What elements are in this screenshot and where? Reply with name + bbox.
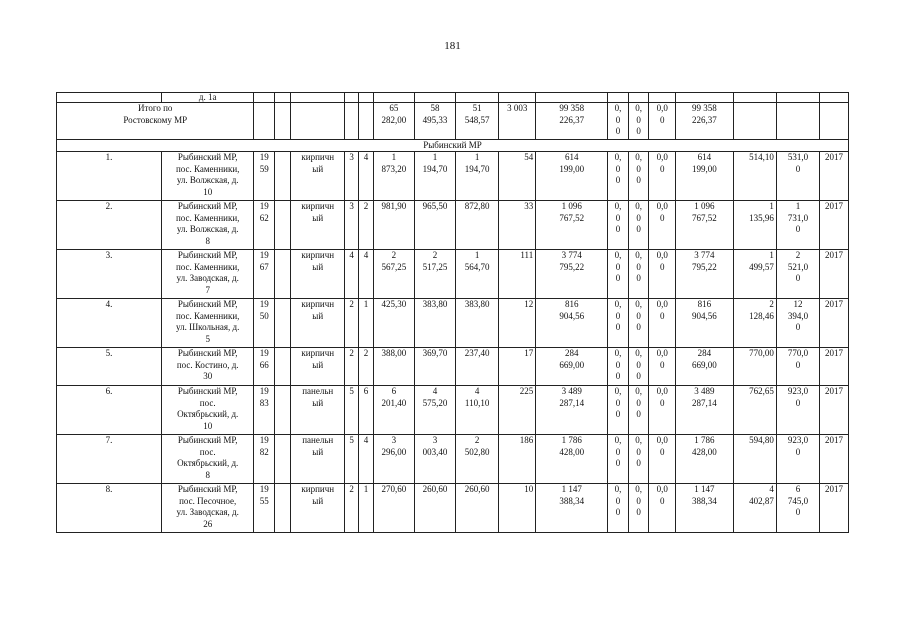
total-area: 65 282,00 bbox=[373, 103, 414, 140]
max-unit-cost: 2 521,0 0 bbox=[776, 250, 819, 299]
cost-total: 1 147 388,34 bbox=[536, 484, 608, 533]
max-unit-cost: 770,0 0 bbox=[776, 348, 819, 386]
floors: 2 bbox=[344, 348, 358, 386]
fund-a: 0, 0 0 bbox=[608, 299, 629, 348]
address: Рыбинский МР, пос. Октябрьский, д. 8 bbox=[161, 435, 254, 484]
build-year: 19 59 bbox=[254, 152, 275, 201]
total-area: 3 296,00 bbox=[373, 435, 414, 484]
total-cost-budget: 99 358 226,37 bbox=[676, 103, 734, 140]
fund-b: 0, 0 0 bbox=[628, 250, 649, 299]
build-year: 19 50 bbox=[254, 299, 275, 348]
total-c2: 0, 0 0 bbox=[628, 103, 649, 140]
total-area: 2 567,25 bbox=[373, 250, 414, 299]
area-living: 260,60 bbox=[456, 484, 499, 533]
fund-c: 0,0 0 bbox=[649, 250, 676, 299]
table-row bbox=[57, 484, 849, 533]
cost-budget: 816 904,56 bbox=[676, 299, 734, 348]
entrances: 2 bbox=[359, 348, 373, 386]
cost-total: 284 669,00 bbox=[536, 348, 608, 386]
cost-budget: 614 199,00 bbox=[676, 152, 734, 201]
cost-budget: 1 096 767,52 bbox=[676, 201, 734, 250]
fund-b: 0, 0 0 bbox=[628, 201, 649, 250]
unit-cost: 762,65 bbox=[733, 386, 776, 435]
total-residents: 3 003 bbox=[499, 103, 536, 140]
row-number: 8. bbox=[57, 484, 162, 533]
fund-a: 0, 0 0 bbox=[608, 484, 629, 533]
total-c1: 0, 0 0 bbox=[608, 103, 629, 140]
wall-material: кирпичн ый bbox=[291, 484, 344, 533]
page-number: 181 bbox=[444, 40, 461, 52]
build-year: 19 55 bbox=[254, 484, 275, 533]
entrances: 4 bbox=[359, 250, 373, 299]
entrances: 1 bbox=[359, 299, 373, 348]
cost-total: 614 199,00 bbox=[536, 152, 608, 201]
wall-material: кирпичн ый bbox=[291, 299, 344, 348]
table-row bbox=[57, 201, 849, 250]
area-premises: 2 517,25 bbox=[414, 250, 455, 299]
fund-c: 0,0 0 bbox=[649, 484, 676, 533]
cost-total: 816 904,56 bbox=[536, 299, 608, 348]
area-living: 1 564,70 bbox=[456, 250, 499, 299]
plan-year: 2017 bbox=[820, 386, 849, 435]
address: Рыбинский МР, пос. Октябрьский, д. 10 bbox=[161, 386, 254, 435]
unit-cost: 2 128,46 bbox=[733, 299, 776, 348]
continued-row bbox=[57, 93, 849, 103]
section-title: Рыбинский МР bbox=[57, 140, 849, 152]
row-number: 4. bbox=[57, 299, 162, 348]
plan-year: 2017 bbox=[820, 152, 849, 201]
total-label: Итого по Ростовскому МР bbox=[57, 103, 254, 140]
floors: 2 bbox=[344, 484, 358, 533]
floors: 5 bbox=[344, 386, 358, 435]
blank-cell bbox=[275, 386, 291, 435]
area-premises: 965,50 bbox=[414, 201, 455, 250]
entrances: 4 bbox=[359, 152, 373, 201]
max-unit-cost: 12 394,0 0 bbox=[776, 299, 819, 348]
fund-a: 0, 0 0 bbox=[608, 386, 629, 435]
wall-material: кирпичн ый bbox=[291, 152, 344, 201]
build-year: 19 82 bbox=[254, 435, 275, 484]
row-number: 5. bbox=[57, 348, 162, 386]
area-premises: 4 575,20 bbox=[414, 386, 455, 435]
cost-total: 1 786 428,00 bbox=[536, 435, 608, 484]
fund-c: 0,0 0 bbox=[649, 435, 676, 484]
build-year: 19 62 bbox=[254, 201, 275, 250]
area-premises: 1 194,70 bbox=[414, 152, 455, 201]
area-living: 4 110,10 bbox=[456, 386, 499, 435]
residents: 225 bbox=[499, 386, 536, 435]
residents: 10 bbox=[499, 484, 536, 533]
address: Рыбинский МР, пос. Каменники, ул. Заводская, д. 7 bbox=[161, 250, 254, 299]
area-living: 1 194,70 bbox=[456, 152, 499, 201]
blank-cell bbox=[275, 484, 291, 533]
fund-b: 0, 0 0 bbox=[628, 484, 649, 533]
floors: 4 bbox=[344, 250, 358, 299]
table-row bbox=[57, 152, 849, 201]
cost-total: 3 774 795,22 bbox=[536, 250, 608, 299]
total-row bbox=[57, 103, 849, 140]
total-area-premises: 58 495,33 bbox=[414, 103, 455, 140]
cost-total: 1 096 767,52 bbox=[536, 201, 608, 250]
area-premises: 369,70 bbox=[414, 348, 455, 386]
unit-cost: 594,80 bbox=[733, 435, 776, 484]
fund-a: 0, 0 0 bbox=[608, 348, 629, 386]
fund-c: 0,0 0 bbox=[649, 201, 676, 250]
address: Рыбинский МР, пос. Каменники, ул. Волжская, д. 8 bbox=[161, 201, 254, 250]
entrances: 6 bbox=[359, 386, 373, 435]
wall-material: кирпичн ый bbox=[291, 348, 344, 386]
address-fragment: д. 1а bbox=[161, 93, 254, 103]
row-number: 6. bbox=[57, 386, 162, 435]
area-premises: 3 003,40 bbox=[414, 435, 455, 484]
area-premises: 383,80 bbox=[414, 299, 455, 348]
blank-cell bbox=[275, 299, 291, 348]
fund-c: 0,0 0 bbox=[649, 299, 676, 348]
fund-b: 0, 0 0 bbox=[628, 299, 649, 348]
plan-year: 2017 bbox=[820, 435, 849, 484]
cost-budget: 1 786 428,00 bbox=[676, 435, 734, 484]
unit-cost: 514,10 bbox=[733, 152, 776, 201]
fund-a: 0, 0 0 bbox=[608, 435, 629, 484]
section-header-row bbox=[57, 140, 849, 152]
residents: 186 bbox=[499, 435, 536, 484]
entrances: 2 bbox=[359, 201, 373, 250]
table-row bbox=[57, 386, 849, 435]
fund-c: 0,0 0 bbox=[649, 152, 676, 201]
wall-material: кирпичн ый bbox=[291, 201, 344, 250]
plan-year: 2017 bbox=[820, 484, 849, 533]
entrances: 1 bbox=[359, 484, 373, 533]
total-cost: 99 358 226,37 bbox=[536, 103, 608, 140]
cost-budget: 1 147 388,34 bbox=[676, 484, 734, 533]
row-number: 2. bbox=[57, 201, 162, 250]
fund-b: 0, 0 0 bbox=[628, 348, 649, 386]
area-living: 237,40 bbox=[456, 348, 499, 386]
floors: 5 bbox=[344, 435, 358, 484]
entrances: 4 bbox=[359, 435, 373, 484]
max-unit-cost: 923,0 0 bbox=[776, 386, 819, 435]
wall-material: панельн ый bbox=[291, 386, 344, 435]
max-unit-cost: 1 731,0 0 bbox=[776, 201, 819, 250]
total-area: 981,90 bbox=[373, 201, 414, 250]
unit-cost: 1 135,96 bbox=[733, 201, 776, 250]
area-living: 383,80 bbox=[456, 299, 499, 348]
plan-year: 2017 bbox=[820, 299, 849, 348]
residents: 54 bbox=[499, 152, 536, 201]
fund-c: 0,0 0 bbox=[649, 386, 676, 435]
table-row bbox=[57, 299, 849, 348]
max-unit-cost: 531,0 0 bbox=[776, 152, 819, 201]
plan-year: 2017 bbox=[820, 250, 849, 299]
residents: 17 bbox=[499, 348, 536, 386]
fund-a: 0, 0 0 bbox=[608, 250, 629, 299]
table-row bbox=[57, 348, 849, 386]
total-area: 270,60 bbox=[373, 484, 414, 533]
area-premises: 260,60 bbox=[414, 484, 455, 533]
total-area-living: 51 548,57 bbox=[456, 103, 499, 140]
residents: 111 bbox=[499, 250, 536, 299]
max-unit-cost: 6 745,0 0 bbox=[776, 484, 819, 533]
build-year: 19 66 bbox=[254, 348, 275, 386]
fund-b: 0, 0 0 bbox=[628, 435, 649, 484]
wall-material: кирпичн ый bbox=[291, 250, 344, 299]
row-number: 3. bbox=[57, 250, 162, 299]
wall-material: панельн ый bbox=[291, 435, 344, 484]
fund-b: 0, 0 0 bbox=[628, 152, 649, 201]
floors: 3 bbox=[344, 201, 358, 250]
max-unit-cost: 923,0 0 bbox=[776, 435, 819, 484]
build-year: 19 67 bbox=[254, 250, 275, 299]
unit-cost: 1 499,57 bbox=[733, 250, 776, 299]
plan-year: 2017 bbox=[820, 201, 849, 250]
total-c3: 0,0 0 bbox=[649, 103, 676, 140]
floors: 2 bbox=[344, 299, 358, 348]
table-row bbox=[57, 250, 849, 299]
fund-c: 0,0 0 bbox=[649, 348, 676, 386]
total-area: 1 873,20 bbox=[373, 152, 414, 201]
table-row bbox=[57, 435, 849, 484]
area-living: 872,80 bbox=[456, 201, 499, 250]
address: Рыбинский МР, пос. Костино, д. 30 bbox=[161, 348, 254, 386]
total-area: 388,00 bbox=[373, 348, 414, 386]
row-number: 7. bbox=[57, 435, 162, 484]
housing-repair-table bbox=[56, 92, 849, 533]
blank-cell bbox=[275, 435, 291, 484]
unit-cost: 4 402,87 bbox=[733, 484, 776, 533]
residents: 12 bbox=[499, 299, 536, 348]
cost-total: 3 489 287,14 bbox=[536, 386, 608, 435]
unit-cost: 770,00 bbox=[733, 348, 776, 386]
blank-cell bbox=[275, 152, 291, 201]
address: Рыбинский МР, пос. Песочное, ул. Заводская, д. 26 bbox=[161, 484, 254, 533]
fund-a: 0, 0 0 bbox=[608, 152, 629, 201]
address: Рыбинский МР, пос. Каменники, ул. Школьная, д. 5 bbox=[161, 299, 254, 348]
area-living: 2 502,80 bbox=[456, 435, 499, 484]
floors: 3 bbox=[344, 152, 358, 201]
blank-cell bbox=[275, 250, 291, 299]
blank-cell bbox=[275, 348, 291, 386]
plan-year: 2017 bbox=[820, 348, 849, 386]
fund-b: 0, 0 0 bbox=[628, 386, 649, 435]
residents: 33 bbox=[499, 201, 536, 250]
blank-cell bbox=[275, 201, 291, 250]
build-year: 19 83 bbox=[254, 386, 275, 435]
total-area: 425,30 bbox=[373, 299, 414, 348]
row-number: 1. bbox=[57, 152, 162, 201]
cost-budget: 3 489 287,14 bbox=[676, 386, 734, 435]
total-area: 6 201,40 bbox=[373, 386, 414, 435]
cost-budget: 3 774 795,22 bbox=[676, 250, 734, 299]
address: Рыбинский МР, пос. Каменники, ул. Волжская, д. 10 bbox=[161, 152, 254, 201]
cost-budget: 284 669,00 bbox=[676, 348, 734, 386]
fund-a: 0, 0 0 bbox=[608, 201, 629, 250]
